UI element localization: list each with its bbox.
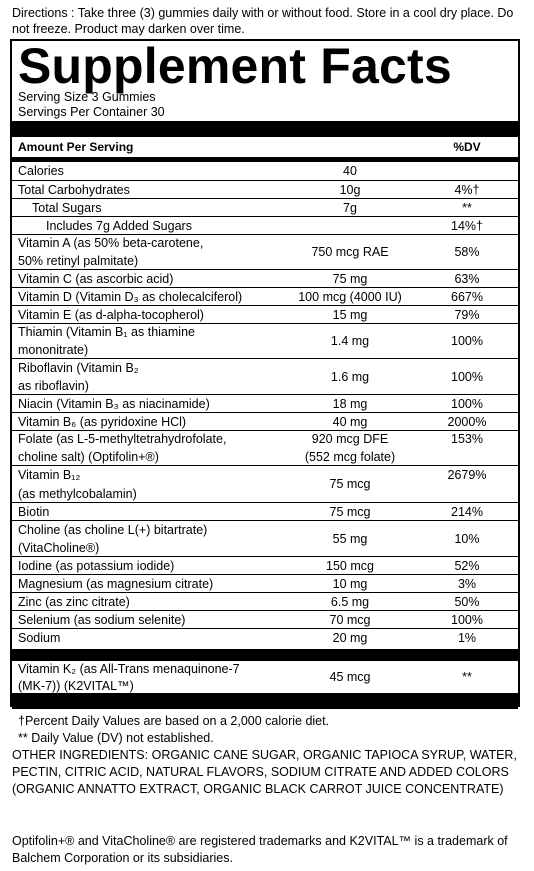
- header-row: [12, 138, 518, 157]
- nutrient-dv: 79%: [454, 308, 480, 322]
- nutrient-row: [12, 520, 518, 556]
- nutrient-row: [12, 198, 518, 216]
- nutrient-name: Zinc (as zinc citrate): [18, 595, 130, 609]
- directions-text: Directions : Take three (3) gummies daily with or without food. Store in a cool dry place. Do not freeze. Product may darken over time.: [12, 6, 514, 36]
- nutrient-amount: 6.5 mg: [330, 595, 370, 609]
- nutrient-name: Niacin (Vitamin B₃ as niacinamide): [18, 397, 210, 411]
- nutrient-amount: 15 mg: [332, 308, 368, 322]
- nutrient-dv: 100%: [451, 397, 483, 411]
- nutrient-name: Choline (as choline L(+) bitartrate) (VitaCholine®): [18, 523, 208, 555]
- nutrient-row: [12, 216, 518, 234]
- nutrient-name: Vitamin B₆ (as pyridoxine HCl): [18, 415, 187, 429]
- other-ingredients: OTHER INGREDIENTS: ORGANIC CANE SUGAR, ORGANIC TAPIOCA SYRUP, WATER, PECTIN, CITRIC ACID, NATURAL FLAVORS, SODIUM CITRATE AND ADDED COLORS (ORGANIC ANNATTO EXTRACT, ORGANIC BLACK CARROT JUICE CONCENTRATE): [12, 748, 517, 796]
- nutrient-name: Sodium: [18, 631, 61, 645]
- nutrient-amount: 40 mg: [332, 415, 368, 429]
- nutrient-row: [12, 287, 518, 305]
- nutrient-name: Total Carbohydrates: [18, 183, 130, 197]
- nutrient-amount: 1.6 mg: [330, 370, 370, 384]
- nutrient-amount: 40: [343, 164, 357, 178]
- nutrient-row: [12, 412, 518, 430]
- nutrient-amount: 10 mg: [332, 577, 368, 591]
- nutrient-row: [12, 394, 518, 412]
- nutrient-name: Vitamin D (Vitamin D₃ as cholecalciferol): [18, 290, 243, 304]
- footnote-dv-not-established: ** Daily Value (DV) not established.: [18, 731, 214, 745]
- nutrient-dv: 14%†: [451, 219, 483, 233]
- nutrient-amount: 75 mcg: [329, 505, 371, 519]
- nutrient-name: Biotin: [18, 505, 50, 519]
- nutrient-dv: 667%: [451, 290, 483, 304]
- nutrient-row: [12, 430, 518, 465]
- nutrient-dv: 58%: [454, 245, 480, 259]
- nutrient-row: [12, 502, 518, 520]
- nutrient-row: [12, 358, 518, 394]
- nutrient-name: Riboflavin (Vitamin B₂ as riboflavin): [18, 361, 139, 393]
- servings-per-container: Servings Per Container 30: [18, 105, 165, 119]
- nutrient-row: [12, 610, 518, 628]
- nutrient-dv: 100%: [451, 334, 483, 348]
- nutrient-name: Vitamin K₂ (as All-Trans menaquinone-7 (MK-7)) (K2VITAL™): [18, 662, 240, 693]
- supplement-facts-panel: [10, 38, 520, 745]
- nutrient-dv: 100%: [451, 613, 483, 627]
- nutrient-amount: 75 mcg: [329, 477, 371, 491]
- nutrient-name: Vitamin A (as 50% beta-carotene, 50% retinyl palmitate): [18, 236, 204, 268]
- nutrient-row: [12, 628, 518, 646]
- nutrient-row: [12, 269, 518, 287]
- nutrient-name: Iodine (as potassium iodide): [18, 559, 175, 573]
- nutrient-amount: 150 mcg: [326, 559, 374, 573]
- nutrient-dv: 52%: [454, 559, 480, 573]
- nutrient-amount: 920 mcg DFE (552 mcg folate): [304, 432, 396, 464]
- nutrient-dv: 214%: [451, 505, 483, 519]
- thick-divider: [12, 121, 518, 137]
- nutrient-row: [12, 305, 518, 323]
- nutrient-dv: **: [462, 201, 472, 215]
- thick-divider-2: [12, 649, 518, 661]
- nutrient-amount: 70 mcg: [329, 613, 371, 627]
- thick-divider-3: [12, 693, 518, 709]
- nutrient-amount: 1.4 mg: [330, 334, 370, 348]
- nutrient-dv: 4%†: [454, 183, 480, 197]
- nutrient-name: Magnesium (as magnesium citrate): [18, 577, 214, 591]
- nutrient-name: Selenium (as sodium selenite): [18, 613, 186, 627]
- nutrient-name: Includes 7g Added Sugars: [46, 219, 192, 233]
- trademark-notice: Optifolin+® and VitaCholine® are registered trademarks and K2VITAL™ is a trademark of Balchem Corporation or its subsidiaries.: [12, 834, 508, 865]
- nutrient-name: Vitamin E (as d-alpha-tocopherol): [18, 308, 204, 322]
- nutrient-dv: 10%: [454, 532, 480, 546]
- nutrient-name: Vitamin C (as ascorbic acid): [18, 272, 174, 286]
- nutrient-name: Vitamin B₁₂ (as methylcobalamin): [18, 468, 137, 501]
- nutrient-amount: 100 mcg (4000 IU): [298, 290, 402, 304]
- nutrient-row: [12, 162, 518, 180]
- nutrient-row: [12, 234, 518, 269]
- nutrient-row: [12, 465, 518, 502]
- nutrient-dv: 1%: [457, 631, 477, 645]
- nutrient-row: [12, 556, 518, 574]
- panel-title: Supplement Facts: [18, 38, 452, 94]
- nutrient-amount: 7g: [343, 201, 357, 215]
- nutrient-name: Folate (as L-5-methyltetrahydrofolate, choline salt) (Optifolin+®): [18, 432, 227, 464]
- amount-per-serving-label: Amount Per Serving: [18, 140, 134, 154]
- nutrient-dv: 50%: [454, 595, 480, 609]
- nutrient-dv: **: [462, 670, 472, 684]
- nutrient-amount: 45 mcg: [329, 670, 371, 684]
- nutrient-amount: 55 mg: [332, 532, 368, 546]
- nutrient-dv: 2679%: [447, 468, 487, 482]
- footnotes: [18, 713, 329, 747]
- nutrient-row: [12, 592, 518, 610]
- nutrient-name: Thiamin (Vitamin B₁ as thiamine mononitrate): [18, 325, 195, 357]
- footnote-percent-dv: †Percent Daily Values are based on a 2,000 calorie diet.: [18, 714, 330, 728]
- nutrient-name: Calories: [18, 164, 64, 178]
- nutrient-row: [12, 323, 518, 358]
- nutrient-dv: 3%: [457, 577, 477, 591]
- nutrient-amount: 750 mcg RAE: [311, 245, 389, 259]
- nutrient-row: [12, 180, 518, 198]
- nutrient-amount: 75 mg: [332, 272, 368, 286]
- dv-header-label: %DV: [453, 140, 481, 154]
- nutrient-amount: 20 mg: [332, 631, 368, 645]
- nutrient-amount: 18 mg: [332, 397, 368, 411]
- nutrient-dv: 63%: [454, 272, 480, 286]
- nutrient-row: [12, 661, 518, 694]
- nutrient-name: Total Sugars: [32, 201, 102, 215]
- nutrient-dv: 100%: [451, 370, 483, 384]
- nutrient-amount: 10g: [339, 183, 361, 197]
- serving-size: Serving Size 3 Gummies: [18, 90, 156, 104]
- nutrient-dv: 2000%: [447, 415, 487, 429]
- nutrient-dv: 153%: [451, 432, 483, 446]
- nutrient-row: [12, 574, 518, 592]
